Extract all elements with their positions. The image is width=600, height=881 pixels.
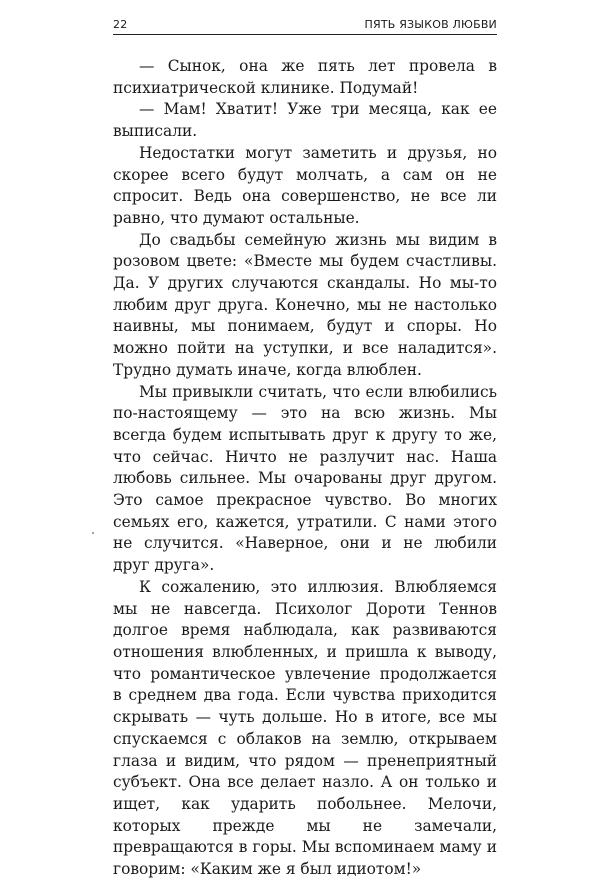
paragraph-dialogue-2: — Мам! Хватит! Уже три месяца, как ее выписали. [113,100,497,141]
page-number: 22 [113,18,128,31]
running-header [113,12,497,35]
paragraph-before-wedding: До свадьбы семейную жизнь мы видим в розовом цвете: «Вместе мы будем счастливы. Да. У других случаются скандалы. Но мы-то любим друг друга. Конечно, мы не настолько наивны, мы понимаем, будут и споры. Но можно пойти на уступки, и все наладится». Трудно думать иначе, когда влюблен. [113,230,497,379]
paragraph-true-love: Мы привыкли считать, что если влюбились по-настоящему — это на всю жизнь. Мы всегда будем испытывать друг к другу то же, что сейчас. Ничто не разлучит нас. Наша любовь сильнее. Мы очарованы друг другом. Это самое прекрасное чувство. Во многих семьях его, кажется, утратили. С нами этого не случится. «Наверное, они и не любили друг друга». [113,382,497,575]
paragraph-dialogue-1: — Сынок, она же пять лет провела в психиатрической клинике. Подумай! [113,57,497,97]
body-text [113,56,497,881]
stray-ink-dot [92,532,94,534]
book-title: ПЯТЬ ЯЗЫКОВ ЛЮБВИ [364,18,497,31]
paragraph-illusion: К сожалению, это иллюзия. Влюбляемся мы не навсегда. Психолог Дороти Теннов долгое время наблюдала, как развиваются отношения влюбленных, и пришла к выводу, что романтическое увлечение продолжается в среднем два года. Если чувства приходится скрывать — чуть дольше. Но в итоге, все мы спускаемся с облаков на землю, открываем глаза и видим, что рядом — пренеприятный субъект. Она все делает назло. А он только и ищет, как ударить побольнее. Мелочи, которых прежде мы не замечали, превращаются в горы. Мы вспоминаем маму и говорим: «Каким же я был идиотом!» [113,577,497,879]
paragraph-flaws: Недостатки могут заметить и друзья, но скорее всего будут молчать, а сам он не спросит. Ведь она совершенство, не все ли равно, что думают остальные. [113,143,497,227]
